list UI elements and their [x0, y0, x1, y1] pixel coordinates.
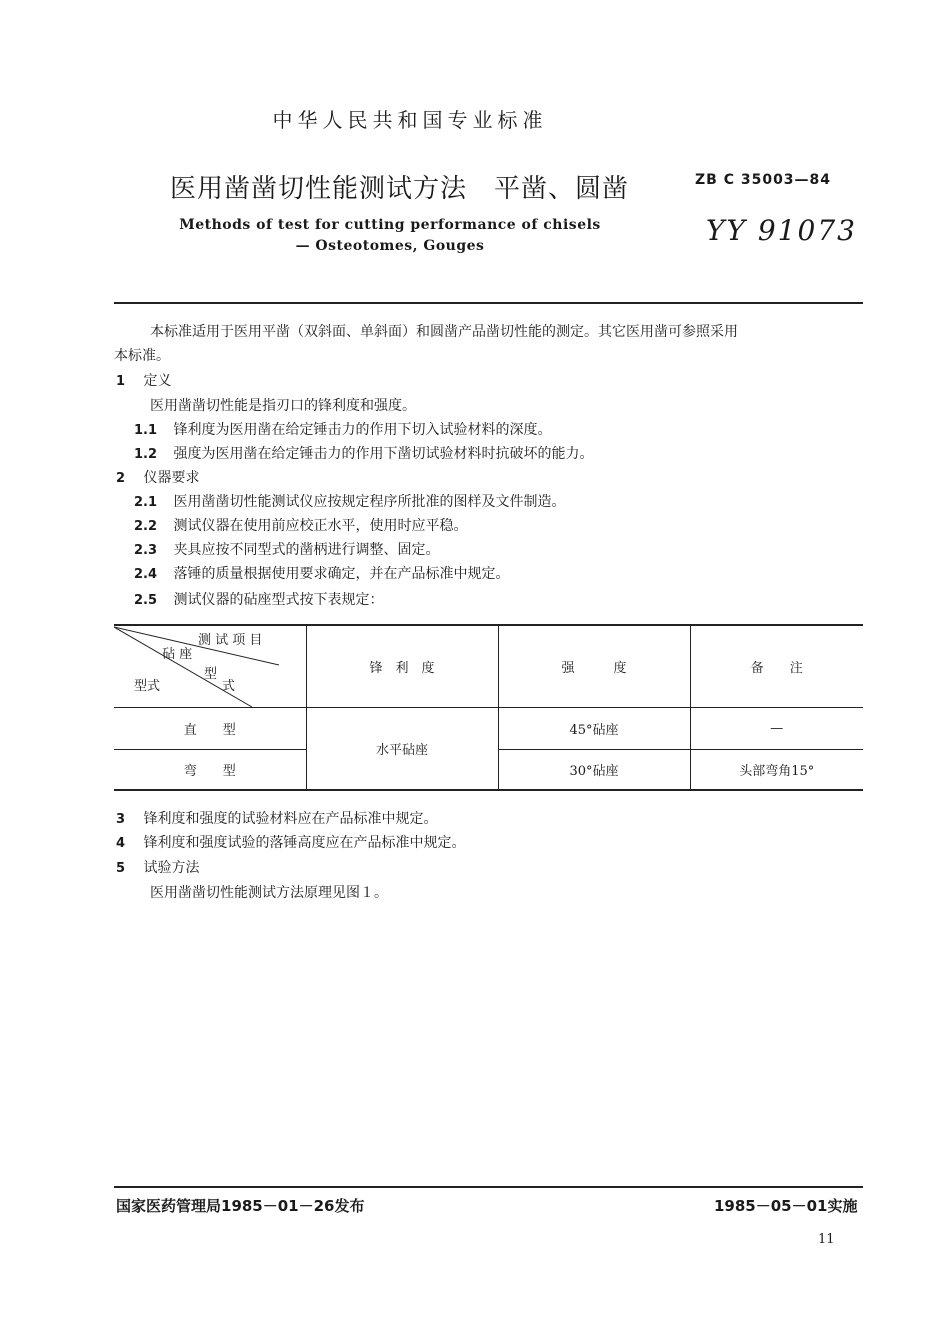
section-number: 4	[116, 836, 126, 851]
clause-1-2	[134, 442, 593, 467]
section-3	[116, 807, 438, 832]
section-text: 锋利度和强度试验的落锤高度应在产品标准中规定。	[143, 835, 466, 851]
diag-type-top: 型	[204, 667, 218, 682]
clause-text: 测试仪器在使用前应校正水平，使用时应平稳。	[173, 518, 468, 534]
clause-number: 2.1	[134, 495, 158, 510]
header-sharpness: 锋 利 度	[306, 625, 498, 708]
intro-line2: 本标准。	[114, 348, 170, 364]
section-title: 试验方法	[143, 860, 200, 876]
section-title: 定义	[143, 373, 172, 389]
cell-strength: 45°砧座	[498, 708, 690, 750]
clause-2-3	[134, 538, 439, 563]
cell-sharpness-merged: 水平砧座	[306, 708, 498, 790]
header-remarks: 备 注	[690, 625, 863, 708]
section-number: 3	[116, 812, 126, 827]
clause-number: 2.3	[134, 543, 158, 558]
table-header-row	[114, 625, 863, 708]
diag-test-item: 测 试 项 目	[198, 633, 263, 648]
section-text: 锋利度和强度的试验材料应在产品标准中规定。	[143, 811, 438, 827]
clause-text: 夹具应按不同型式的凿柄进行调整、固定。	[173, 542, 440, 558]
clause-2-1	[134, 490, 565, 515]
page-number: 11	[818, 1232, 835, 1247]
cell-type: 直 型	[114, 708, 306, 750]
clause-text: 医用凿凿切性能测试仪应按规定程序所批准的图样及文件制造。	[173, 494, 566, 510]
english-title-line2: — Osteotomes, Gouges	[295, 238, 485, 254]
section-5-text: 医用凿凿切性能测试方法原理见图１。	[150, 885, 388, 901]
clause-number: 2.4	[134, 567, 158, 582]
cell-remarks: —	[690, 708, 863, 750]
header-rule	[114, 302, 863, 304]
clause-text: 强度为医用凿在给定锤击力的作用下凿切试验材料时抗破坏的能力。	[173, 446, 594, 462]
clause-number: 1.2	[134, 447, 158, 462]
section-number: 2	[116, 471, 126, 486]
cell-type: 弯 型	[114, 750, 306, 790]
section-1-text: 医用凿凿切性能是指刃口的锋利度和强度。	[150, 398, 416, 414]
issue-date: 国家医药管理局1985－01－26发布	[116, 1197, 365, 1215]
cell-strength: 30°砧座	[498, 750, 690, 790]
clause-text: 测试仪器的砧座型式按下表规定：	[173, 592, 384, 608]
anvil-type-table	[114, 625, 863, 791]
standard-category: 中华人民共和国专业标准	[272, 108, 548, 132]
section-2-heading	[116, 466, 200, 491]
clause-number: 2.2	[134, 519, 158, 534]
diagonal-header-cell	[114, 625, 306, 708]
diag-type-bottom: 式	[222, 679, 236, 694]
document-title: 医用凿凿切性能测试方法 平凿、圆凿	[170, 174, 630, 204]
standard-code: ZB C 35003—84	[695, 172, 832, 188]
effective-date: 1985－05－01实施	[714, 1197, 858, 1215]
clause-2-5	[134, 588, 383, 613]
clause-number: 2.5	[134, 593, 158, 608]
handwritten-code: YY 91073	[706, 214, 857, 247]
section-number: 5	[116, 861, 126, 876]
clause-text: 落锤的质量根据使用要求确定，并在产品标准中规定。	[173, 566, 510, 582]
section-4	[116, 831, 466, 856]
clause-text: 锋利度为医用凿在给定锤击力的作用下切入试验材料的深度。	[173, 422, 552, 438]
section-5-heading	[116, 856, 200, 881]
footer-rule	[114, 1186, 863, 1188]
english-title-line1: Methods of test for cutting performance of chisels	[179, 217, 601, 233]
clause-2-4	[134, 562, 509, 587]
table-row	[114, 708, 863, 750]
section-number: 1	[116, 374, 126, 389]
diag-xingshi: 型式	[134, 679, 161, 694]
cell-remarks: 头部弯角15°	[690, 750, 863, 790]
header-strength: 强 度	[498, 625, 690, 708]
section-title: 仪器要求	[143, 470, 200, 486]
intro-line1: 本标准适用于医用平凿（双斜面、单斜面）和圆凿产品凿切性能的测定。其它医用凿可参照采用	[150, 324, 738, 340]
section-1-heading	[116, 369, 172, 394]
diag-anvil: 砧 座	[162, 647, 193, 662]
clause-number: 1.1	[134, 423, 158, 438]
clause-2-2	[134, 514, 467, 539]
clause-1-1	[134, 418, 551, 443]
